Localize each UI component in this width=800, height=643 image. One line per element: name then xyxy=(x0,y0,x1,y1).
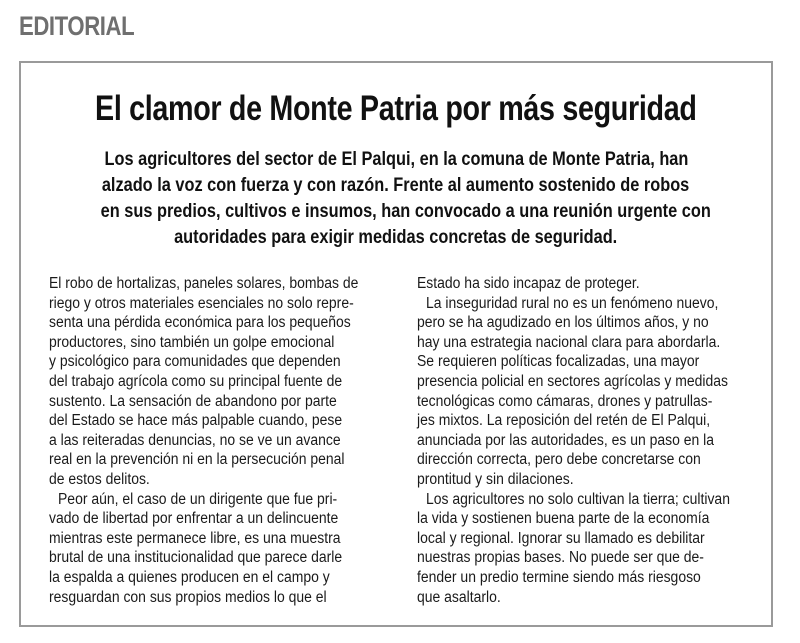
body-line: brutal de una institucionalidad que parece darle xyxy=(49,549,343,567)
section-label: EDITORIAL xyxy=(19,11,135,41)
body-line: que asaltarlo. xyxy=(417,588,501,606)
body-line: de estos delitos. xyxy=(49,470,150,488)
lede xyxy=(51,147,741,251)
lede-line: Los agricultores del sector de El Palqui, en la comuna de Monte Patria, han xyxy=(104,149,688,170)
body-line: Estado ha sido incapaz de proteger. xyxy=(417,275,640,292)
body-line: a las reiteradas denuncias, no se ve un avance xyxy=(49,431,341,449)
body-line: del trabajo agrícola como su principal fuente de xyxy=(49,372,343,390)
body-line: vado de libertad por enfrentar a un delincuente xyxy=(49,510,339,528)
lede-line: alzado la voz con fuerza y con razón. Frente al aumento sostenido de robos xyxy=(102,175,690,196)
body-line: fender un predio termine siendo más riesgoso xyxy=(417,568,701,586)
body-line: y psicológico para comunidades que dependen xyxy=(49,353,341,371)
body-line: pero se ha agudizado en los últimos años, y no xyxy=(417,314,709,332)
body-line: la vida y sostienen buena parte de la economía xyxy=(417,510,710,528)
body-line: tecnológicas como cámaras, drones y patrullas- xyxy=(417,392,713,410)
body-line: real en la prevención ni en la persecución penal xyxy=(49,451,345,469)
body-line: local y regional. Ignorar su llamado es debilitar xyxy=(417,529,705,547)
body-line: dirección correcta, pero debe concretarse con xyxy=(417,451,701,469)
body-line: hay una estrategia nacional clara para abordarla. xyxy=(417,333,721,351)
body-line: Se requieren políticas focalizadas, una mayor xyxy=(417,353,700,371)
body-line: anunciada por las autoridades, es un paso en la xyxy=(417,431,715,449)
body-column-left xyxy=(49,274,393,607)
body-line: Peor aún, el caso de un dirigente que fue pri- xyxy=(58,490,338,508)
body-line: prontitud y sin dilaciones. xyxy=(417,470,574,488)
body-line: nuestras propias bases. No puede ser que de- xyxy=(417,549,704,567)
body-line: sustento. La sensación de abandono por parte xyxy=(49,392,337,410)
body-line: senta una pérdida económica para los pequeños xyxy=(49,314,351,332)
body-line: jes mixtos. La reposición del retén de El Palqui, xyxy=(417,412,711,430)
headline: El clamor de Monte Patria por más seguridad xyxy=(95,89,697,128)
editorial-box xyxy=(19,61,773,627)
body-line: Los agricultores no solo cultivan la tierra; cultivan xyxy=(426,490,730,508)
lede-line: en sus predios, cultivos e insumos, han convocado a una reunión urgente con xyxy=(100,201,711,222)
body-line: riego y otros materiales esenciales no solo repre- xyxy=(49,294,354,312)
body-line: El robo de hortalizas, paneles solares, bombas de xyxy=(49,275,359,292)
body-line: mientras este permanece libre, es una muestra xyxy=(49,529,341,547)
lede-line: autoridades para exigir medidas concretas de seguridad. xyxy=(174,227,618,248)
body-line: productores, sino también un golpe emocional xyxy=(49,333,335,351)
body-column-right xyxy=(417,274,763,607)
body-line: presencia policial en sectores agrícolas y medidas xyxy=(417,372,728,390)
body-line: resguardan con sus propios medios lo que el xyxy=(49,588,327,606)
body-line: del Estado se hace más palpable cuando, pese xyxy=(49,412,343,430)
body-line: La inseguridad rural no es un fenómeno nuevo, xyxy=(426,294,719,312)
body-line: la espalda a quienes producen en el campo y xyxy=(49,568,330,586)
